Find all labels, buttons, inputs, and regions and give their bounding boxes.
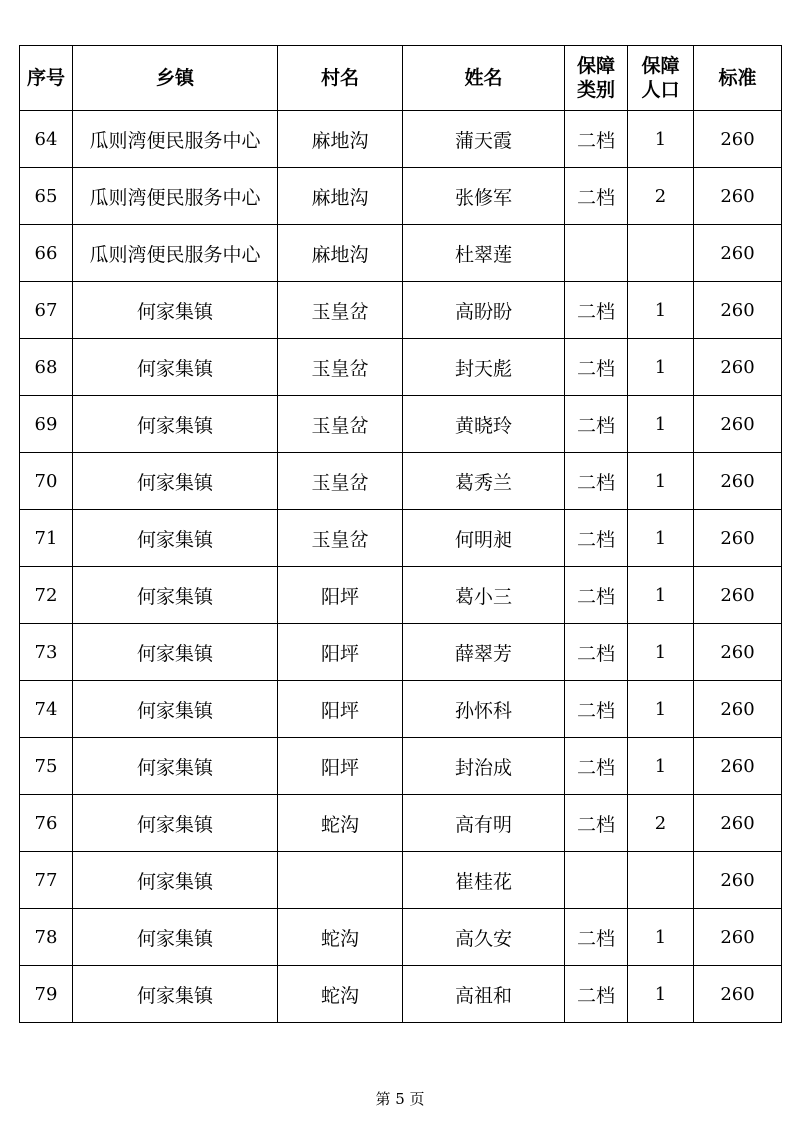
- cell-name: 蒲天霞: [403, 111, 565, 168]
- table-row: [20, 738, 782, 795]
- cell-name: 张修军: [403, 168, 565, 225]
- cell-town: 何家集镇: [73, 567, 278, 624]
- cell-village: 麻地沟: [278, 168, 403, 225]
- cell-village: 玉皇岔: [278, 282, 403, 339]
- table-row: [20, 453, 782, 510]
- cell-name: 葛小三: [403, 567, 565, 624]
- header-name: 姓名: [403, 46, 565, 111]
- cell-type: 二档: [565, 339, 628, 396]
- cell-village: 蛇沟: [278, 795, 403, 852]
- cell-standard: 260: [694, 339, 782, 396]
- cell-seq: 64: [20, 111, 73, 168]
- cell-count: 2: [628, 795, 694, 852]
- header-type: [565, 46, 628, 111]
- cell-town: 何家集镇: [73, 510, 278, 567]
- header-type-line2: 类别: [576, 79, 615, 101]
- cell-type: 二档: [565, 396, 628, 453]
- cell-town: 瓜则湾便民服务中心: [73, 225, 278, 282]
- cell-standard: 260: [694, 624, 782, 681]
- cell-seq: 79: [20, 966, 73, 1023]
- table-row: [20, 966, 782, 1023]
- cell-name: 黄晓玲: [403, 396, 565, 453]
- cell-seq: 72: [20, 567, 73, 624]
- cell-type: 二档: [565, 282, 628, 339]
- cell-type: 二档: [565, 624, 628, 681]
- cell-name: 何明昶: [403, 510, 565, 567]
- cell-seq: 67: [20, 282, 73, 339]
- cell-town: 何家集镇: [73, 681, 278, 738]
- cell-town: 何家集镇: [73, 453, 278, 510]
- cell-standard: 260: [694, 453, 782, 510]
- cell-type: 二档: [565, 738, 628, 795]
- cell-name: 崔桂花: [403, 852, 565, 909]
- cell-name: 高祖和: [403, 966, 565, 1023]
- table-row: [20, 225, 782, 282]
- cell-seq: 74: [20, 681, 73, 738]
- cell-town: 何家集镇: [73, 738, 278, 795]
- cell-village: 阳坪: [278, 624, 403, 681]
- header-seq: 序号: [20, 46, 73, 111]
- cell-town: 何家集镇: [73, 339, 278, 396]
- cell-count: 1: [628, 966, 694, 1023]
- page-number: 第 5 页: [375, 1090, 425, 1108]
- cell-type: 二档: [565, 681, 628, 738]
- cell-standard: 260: [694, 225, 782, 282]
- cell-count: 1: [628, 453, 694, 510]
- cell-village: 玉皇岔: [278, 453, 403, 510]
- cell-name: 薛翠芳: [403, 624, 565, 681]
- cell-count: 1: [628, 510, 694, 567]
- header-count-line1: 保障: [641, 55, 680, 77]
- cell-type: 二档: [565, 453, 628, 510]
- cell-count: 1: [628, 738, 694, 795]
- cell-town: 何家集镇: [73, 795, 278, 852]
- header-count: [628, 46, 694, 111]
- cell-name: 高有明: [403, 795, 565, 852]
- table-row: [20, 909, 782, 966]
- cell-name: 封治成: [403, 738, 565, 795]
- cell-standard: 260: [694, 111, 782, 168]
- cell-name: 杜翠莲: [403, 225, 565, 282]
- cell-count: 1: [628, 909, 694, 966]
- cell-count: 1: [628, 282, 694, 339]
- cell-seq: 73: [20, 624, 73, 681]
- cell-standard: 260: [694, 510, 782, 567]
- cell-standard: 260: [694, 738, 782, 795]
- cell-name: 封天彪: [403, 339, 565, 396]
- cell-town: 何家集镇: [73, 966, 278, 1023]
- cell-count: 1: [628, 396, 694, 453]
- cell-village: 阳坪: [278, 567, 403, 624]
- cell-type: 二档: [565, 966, 628, 1023]
- cell-town: 何家集镇: [73, 282, 278, 339]
- header-town: 乡镇: [73, 46, 278, 111]
- cell-standard: 260: [694, 168, 782, 225]
- cell-count: 1: [628, 567, 694, 624]
- cell-standard: 260: [694, 282, 782, 339]
- cell-town: 何家集镇: [73, 852, 278, 909]
- cell-seq: 78: [20, 909, 73, 966]
- cell-count: 2: [628, 168, 694, 225]
- cell-type: 二档: [565, 567, 628, 624]
- cell-village: 玉皇岔: [278, 510, 403, 567]
- cell-village: 玉皇岔: [278, 339, 403, 396]
- cell-seq: 69: [20, 396, 73, 453]
- cell-village: 阳坪: [278, 681, 403, 738]
- cell-count: [628, 852, 694, 909]
- cell-village: 麻地沟: [278, 225, 403, 282]
- assistance-table: [19, 45, 782, 1023]
- cell-seq: 77: [20, 852, 73, 909]
- cell-village: 玉皇岔: [278, 396, 403, 453]
- cell-count: [628, 225, 694, 282]
- table-row: [20, 567, 782, 624]
- cell-type: [565, 852, 628, 909]
- cell-village: 蛇沟: [278, 909, 403, 966]
- cell-seq: 75: [20, 738, 73, 795]
- cell-seq: 68: [20, 339, 73, 396]
- cell-village: 麻地沟: [278, 111, 403, 168]
- cell-count: 1: [628, 339, 694, 396]
- cell-standard: 260: [694, 396, 782, 453]
- table-row: [20, 168, 782, 225]
- cell-name: 葛秀兰: [403, 453, 565, 510]
- cell-count: 1: [628, 111, 694, 168]
- cell-seq: 71: [20, 510, 73, 567]
- cell-town: 何家集镇: [73, 624, 278, 681]
- cell-standard: 260: [694, 852, 782, 909]
- cell-town: 何家集镇: [73, 909, 278, 966]
- header-count-line2: 人口: [641, 79, 680, 101]
- table-row: [20, 852, 782, 909]
- cell-town: 瓜则湾便民服务中心: [73, 168, 278, 225]
- cell-standard: 260: [694, 795, 782, 852]
- cell-name: 高久安: [403, 909, 565, 966]
- cell-seq: 70: [20, 453, 73, 510]
- cell-name: 孙怀科: [403, 681, 565, 738]
- cell-seq: 76: [20, 795, 73, 852]
- cell-standard: 260: [694, 909, 782, 966]
- cell-standard: 260: [694, 681, 782, 738]
- header-standard: 标准: [694, 46, 782, 111]
- cell-village: 蛇沟: [278, 966, 403, 1023]
- cell-type: 二档: [565, 111, 628, 168]
- cell-type: 二档: [565, 795, 628, 852]
- cell-seq: 65: [20, 168, 73, 225]
- table-row: [20, 396, 782, 453]
- table-row: [20, 111, 782, 168]
- cell-type: [565, 225, 628, 282]
- table-row: [20, 681, 782, 738]
- table-row: [20, 624, 782, 681]
- cell-type: 二档: [565, 909, 628, 966]
- table-body: [20, 111, 782, 1023]
- header-type-line1: 保障: [576, 55, 615, 77]
- cell-name: 高盼盼: [403, 282, 565, 339]
- cell-town: 何家集镇: [73, 396, 278, 453]
- cell-type: 二档: [565, 510, 628, 567]
- table-row: [20, 339, 782, 396]
- table-row: [20, 795, 782, 852]
- cell-count: 1: [628, 624, 694, 681]
- table-row: [20, 282, 782, 339]
- header-row: [20, 46, 782, 111]
- cell-village: [278, 852, 403, 909]
- cell-standard: 260: [694, 966, 782, 1023]
- cell-standard: 260: [694, 567, 782, 624]
- cell-town: 瓜则湾便民服务中心: [73, 111, 278, 168]
- cell-count: 1: [628, 681, 694, 738]
- header-village: 村名: [278, 46, 403, 111]
- cell-village: 阳坪: [278, 738, 403, 795]
- cell-seq: 66: [20, 225, 73, 282]
- cell-type: 二档: [565, 168, 628, 225]
- table-row: [20, 510, 782, 567]
